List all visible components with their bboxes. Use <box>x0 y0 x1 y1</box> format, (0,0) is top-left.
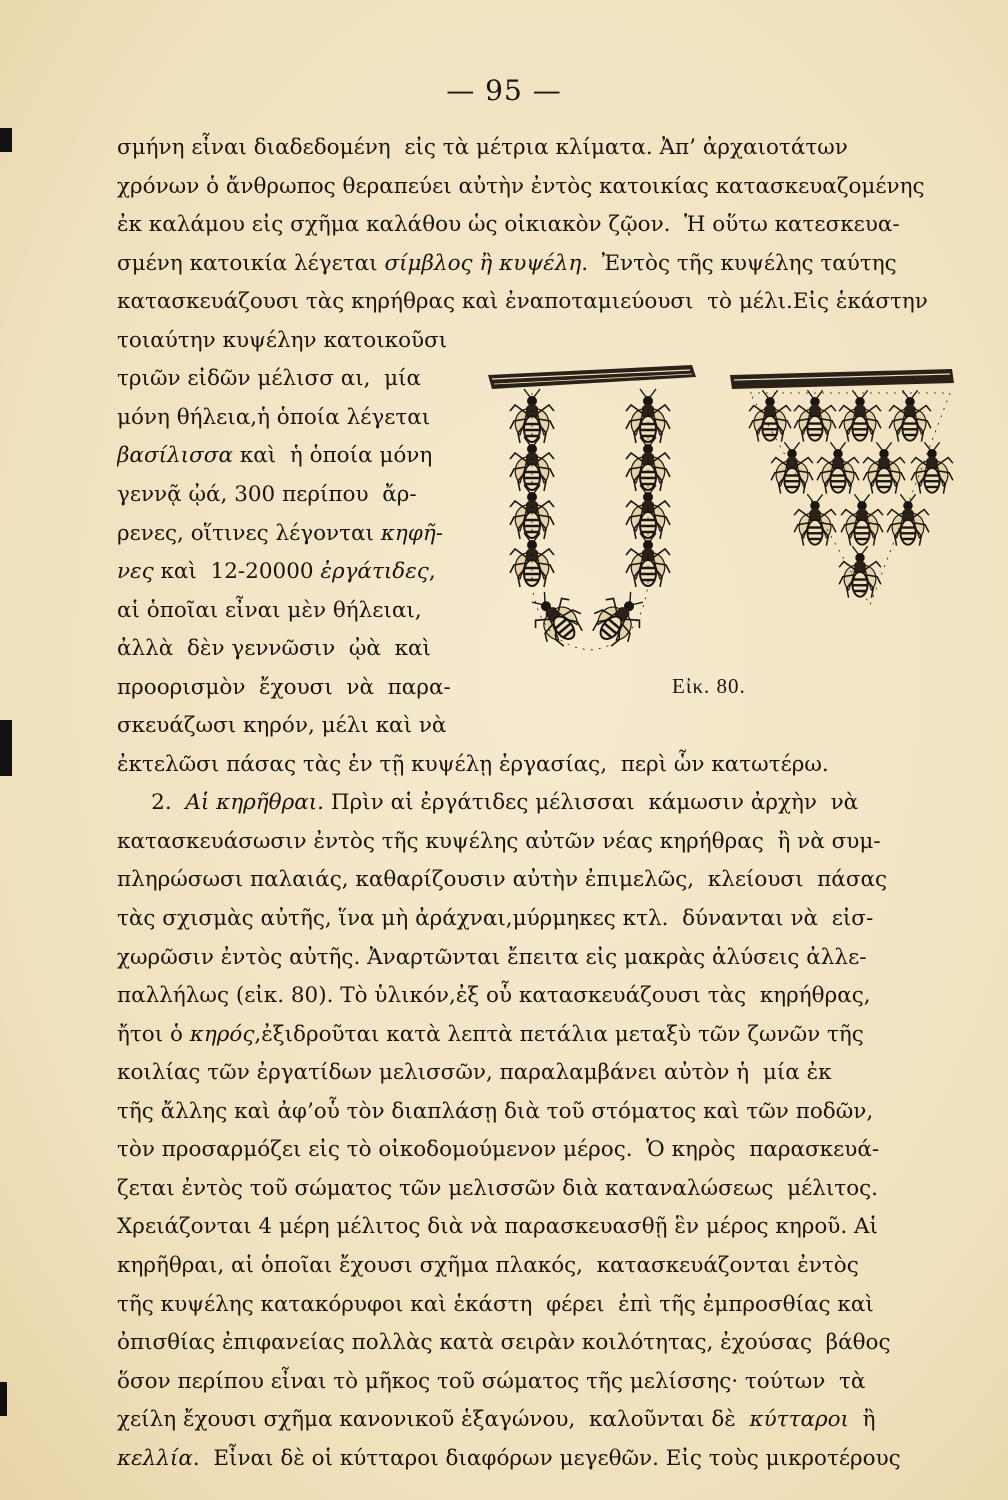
text-segment: ἐκ καλάμου εἰς σχῆμα καλάθου ὡς οἰκιακὸν ζῷον. Ἡ οὕτω κατεσκευα- <box>117 212 900 237</box>
text-segment: κατασκευάζουσι τὰς κηρήθρας καὶ ἐναποταμιεύουσι τὸ μέλι.Εἰς ἑκάστην <box>117 289 928 314</box>
page-edge-mark <box>0 1382 7 1416</box>
text-line <box>117 1400 963 1440</box>
figure-bee-chains <box>480 355 960 680</box>
bee-chains-illustration-icon <box>480 355 960 675</box>
text-line <box>117 1207 963 1247</box>
text-segment: καὶ 12-20000 <box>153 559 321 584</box>
italic-term: κύτταροι <box>749 1407 849 1432</box>
text-segment: καὶ ἡ ὁποία μόνη <box>232 443 433 468</box>
text-segment: τοιαύτην κυψέλην κατοικοῦσι <box>117 328 448 353</box>
text-line <box>117 1246 963 1286</box>
text-line <box>117 899 963 939</box>
text-line <box>117 359 467 399</box>
italic-term: κηφῆ- <box>380 521 443 546</box>
text-line <box>117 1439 963 1479</box>
text-segment: χωρῶσιν ἐντὸς αὐτῆς. Ἀναρτῶνται ἔπειτα εἰς μακρὰς ἁλύσεις ἀλλε- <box>117 945 867 970</box>
text-segment: ὅσον περίπου εἶναι τὸ μῆκος τοῦ σώματος τῆς μελίσσης· τούτων τὰ <box>117 1369 866 1394</box>
text-segment: παλλήλως (εἰκ. 80). Τὸ ὑλικόν,ἐξ οὗ κατασκευάζουσι τὰς κηρήθρας, <box>117 983 871 1008</box>
page-edge-mark <box>0 128 12 152</box>
text-segment: κηρῆθραι, αἱ ὁποῖαι ἔχουσι σχῆμα πλακός, κατασκευάζονται ἐντὸς <box>117 1253 859 1278</box>
text-segment: προορισμὸν ἔχουσι νὰ παρα- <box>117 675 451 700</box>
text-segment: κατασκευάσωσιν ἐντὸς τῆς κυψέλης αὐτῶν νέας κηρήθρας ἢ νὰ συμ- <box>117 829 881 854</box>
text-line <box>117 745 963 785</box>
text-segment: σκευάζωσι κηρόν, μέλι καὶ νὰ <box>117 713 447 738</box>
text-segment: Πρὶν αἱ ἐργάτιδες μέλισσαι κάμωσιν ἀρχὴν νὰ <box>324 790 859 815</box>
text-line <box>117 514 467 554</box>
text-line <box>117 436 467 476</box>
text-line <box>117 668 467 708</box>
text-segment: αἱ ὁποῖαι εἶναι μὲν θήλειαι, <box>117 598 422 623</box>
text-line <box>117 1053 963 1093</box>
text-segment: ,ἐξιδροῦται κατὰ λεπτὰ πετάλια μεταξὺ τῶν ζωνῶν τῆς <box>254 1022 864 1047</box>
italic-term: Αἱ κηρῆθραι. <box>185 790 325 815</box>
text-segment: χείλη ἔχουσι σχῆμα κανονικοῦ ἑξαγώνου, καλοῦνται δὲ <box>117 1407 750 1432</box>
text-line <box>117 321 467 361</box>
text-segment: ζεται ἐντὸς τοῦ σώματος τῶν μελισσῶν διὰ καταναλώσεως μέλιτος. <box>117 1176 879 1201</box>
text-line <box>117 1169 963 1209</box>
text-line <box>117 398 467 438</box>
text-line <box>117 1015 963 1055</box>
figure-caption: Εἰκ. 80. <box>672 674 746 698</box>
text-segment: ἐκτελῶσι πάσας τὰς ἐν τῇ κυψέλῃ ἐργασίας, περὶ ὧν κατωτέρω. <box>117 752 829 777</box>
text-segment: τῆς κυψέλης κατακόρυφοι καὶ ἑκάστη φέρει ἐπὶ τῆς ἐμπροσθίας καὶ <box>117 1292 874 1317</box>
text-segment: σμένη κατοικία λέγεται <box>117 251 385 276</box>
page-edge-mark <box>0 720 12 776</box>
italic-term: βασίλισσα <box>117 443 233 468</box>
text-segment: 2. <box>117 790 186 815</box>
text-line <box>117 244 963 284</box>
text-segment: Χρειάζονται 4 μέρη μέλιτος διὰ νὰ παρασκευασθῇ ἓν μέρος κηροῦ. Αἱ <box>117 1214 878 1239</box>
text-line <box>117 205 963 245</box>
text-line <box>117 822 963 862</box>
text-segment: μόνη θήλεια,ἡ ὁποία λέγεται <box>117 405 431 430</box>
text-segment: γεννᾷ ᾠά, 300 περίπου ἄρ- <box>117 482 417 507</box>
text-line <box>117 1092 963 1132</box>
italic-term: ἐργάτιδες <box>320 559 429 584</box>
text-line <box>117 706 467 746</box>
text-segment: ρενες, οἵτινες λέγονται <box>117 521 381 546</box>
text-segment: τῆς ἄλλης καὶ ἀφ’οὗ τὸν διαπλάσῃ διὰ τοῦ στόματος καὶ τῶν ποδῶν, <box>117 1099 874 1124</box>
text-segment: πληρώσωσι παλαιάς, καθαρίζουσιν αὐτὴν ἐπιμελῶς, κλείουσι πάσας <box>117 867 888 892</box>
text-line <box>117 976 963 1016</box>
text-line <box>117 282 963 322</box>
text-line <box>117 552 467 592</box>
text-segment: τὰς σχισμὰς αὐτῆς, ἵνα μὴ ἀράχναι,μύρμηκες κτλ. δύνανται νὰ εἰσ- <box>117 906 874 931</box>
text-segment: σμήνη εἶναι διαδεδομένη εἰς τὰ μέτρια κλίματα. Ἀπ’ ἀρχαιοτάτων <box>117 135 848 160</box>
text-line <box>117 1285 963 1325</box>
italic-term: κηρός <box>189 1022 255 1047</box>
text-line <box>117 1130 963 1170</box>
text-segment: χρόνων ὁ ἄνθρωπος θεραπεύει αὐτὴν ἐντὸς κατοικίας κατασκευαζομένης <box>117 174 925 199</box>
italic-term: σίμβλος ἢ κυψέλη <box>384 251 582 276</box>
text-line <box>117 860 963 900</box>
text-segment: τριῶν εἰδῶν μέλισσ αι, μία <box>117 366 422 391</box>
text-line <box>117 1323 963 1363</box>
text-segment: τὸν προσαρμόζει εἰς τὸ οἰκοδομούμενον μέρος. Ὁ κηρὸς παρασκευά- <box>117 1137 880 1162</box>
text-segment: ἀλλὰ δὲν γεννῶσιν ᾠὰ καὶ <box>117 636 431 661</box>
italic-term: νες <box>117 559 154 584</box>
text-segment: κοιλίας τῶν ἐργατίδων μελισσῶν, παραλαμβάνει αὐτὸν ἡ μία ἐκ <box>117 1060 832 1085</box>
text-line <box>117 1362 963 1402</box>
text-segment: ἢ <box>849 1407 876 1432</box>
text-segment: , <box>428 559 436 584</box>
text-line <box>117 167 963 207</box>
text-line <box>117 128 963 168</box>
text-line <box>117 783 963 823</box>
text-segment: . Ἐντὸς τῆς κυψέλης ταύτης <box>581 251 897 276</box>
text-line <box>117 938 963 978</box>
italic-term: κελλία <box>117 1446 193 1471</box>
text-line <box>117 591 467 631</box>
text-segment: ἤτοι ὁ <box>117 1022 190 1047</box>
page-number: — 95 — <box>446 74 562 107</box>
text-segment: ὀπισθίας ἐπιφανείας πολλὰς κατὰ σειρὰν κοιλότητας, ἐχούσας βάθος <box>117 1330 891 1355</box>
text-segment: . Εἶναι δὲ οἱ κύτταροι διαφόρων μεγεθῶν. Εἰς τοὺς μικροτέρους <box>192 1446 901 1471</box>
text-line <box>117 629 467 669</box>
text-line <box>117 475 467 515</box>
